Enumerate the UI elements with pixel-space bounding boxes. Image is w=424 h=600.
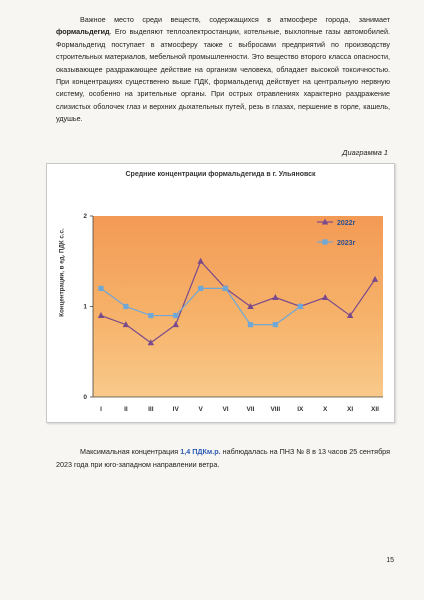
conclusion-text-2: наблюдалась на ПНЗ № 8 в 13 часов 25 сентября 2023 года при юго-западном направлении ветра. xyxy=(56,447,390,469)
data-point-2023г xyxy=(248,322,253,327)
data-point-2023г xyxy=(98,286,103,291)
x-tick-label: IV xyxy=(172,406,179,413)
intro-text-2: . Его выделяют теплоэлектростанции, котельные, выхлопные газы автомобилей. Формальдегид поступает в атмосферу также с выбросами предприятий по производству строительных материалов, мебельной промышленности. Это вещество второго класса опасности, оказывающее раздражающее действие на организм человека, обладает высокой токсичностью. При концентрациях существенно выше ПДК, формальдегид действует на центральную нервную систему, особенно на зрительные органы. При острых отравлениях характерно раздражение слизистых оболочек глаз и верхних дыхательных путей, резь в глазах, першение в горле, кашель, удушье. xyxy=(56,27,390,124)
intro-text-1: Важное место среди веществ, содержащихся в атмосфере города, занимает xyxy=(80,15,390,24)
conclusion-text-1: Максимальная концентрация xyxy=(80,447,181,456)
chart-y-axis-label: Концентрации, в ед. ПДК с.с. xyxy=(58,228,66,317)
x-tick-label: XI xyxy=(347,406,354,413)
data-point-2023г xyxy=(148,313,153,318)
diagram-caption: Диаграмма 1 xyxy=(342,148,388,157)
y-tick-label: 0 xyxy=(83,394,87,401)
y-tick-label: 2 xyxy=(83,213,87,220)
data-point-2023г xyxy=(273,322,278,327)
conclusion-max-value: 1,4 ПДКм.р. xyxy=(180,447,221,456)
data-point-2023г xyxy=(173,313,178,318)
x-tick-label: VII xyxy=(246,406,255,413)
legend-label: 2023г xyxy=(337,240,356,247)
data-point-2023г xyxy=(198,286,203,291)
data-point-2023г xyxy=(298,304,303,309)
x-tick-label: V xyxy=(198,406,203,413)
legend-label: 2022г xyxy=(337,220,356,227)
x-tick-label: III xyxy=(148,406,154,413)
legend-marker xyxy=(322,239,327,244)
x-tick-label: II xyxy=(124,406,128,413)
x-tick-label: XII xyxy=(371,406,379,413)
intro-paragraph xyxy=(56,14,390,126)
conclusion-paragraph xyxy=(56,446,390,471)
y-tick-label: 1 xyxy=(83,303,87,311)
page-number: 15 xyxy=(386,557,394,564)
chart-plot xyxy=(47,164,394,422)
chart-container xyxy=(46,163,395,423)
x-tick-label: I xyxy=(100,406,102,413)
x-tick-label: IX xyxy=(297,406,304,413)
chart-title: Средние концентрации формальдегида в г. Ульяновск xyxy=(125,171,316,178)
intro-term-formaldehyde: формальдегид xyxy=(56,27,110,37)
x-tick-label: VIII xyxy=(270,406,281,413)
x-tick-label: VI xyxy=(222,406,229,413)
data-point-2023г xyxy=(223,286,228,291)
x-tick-label: X xyxy=(323,406,328,413)
data-point-2023г xyxy=(123,304,128,309)
